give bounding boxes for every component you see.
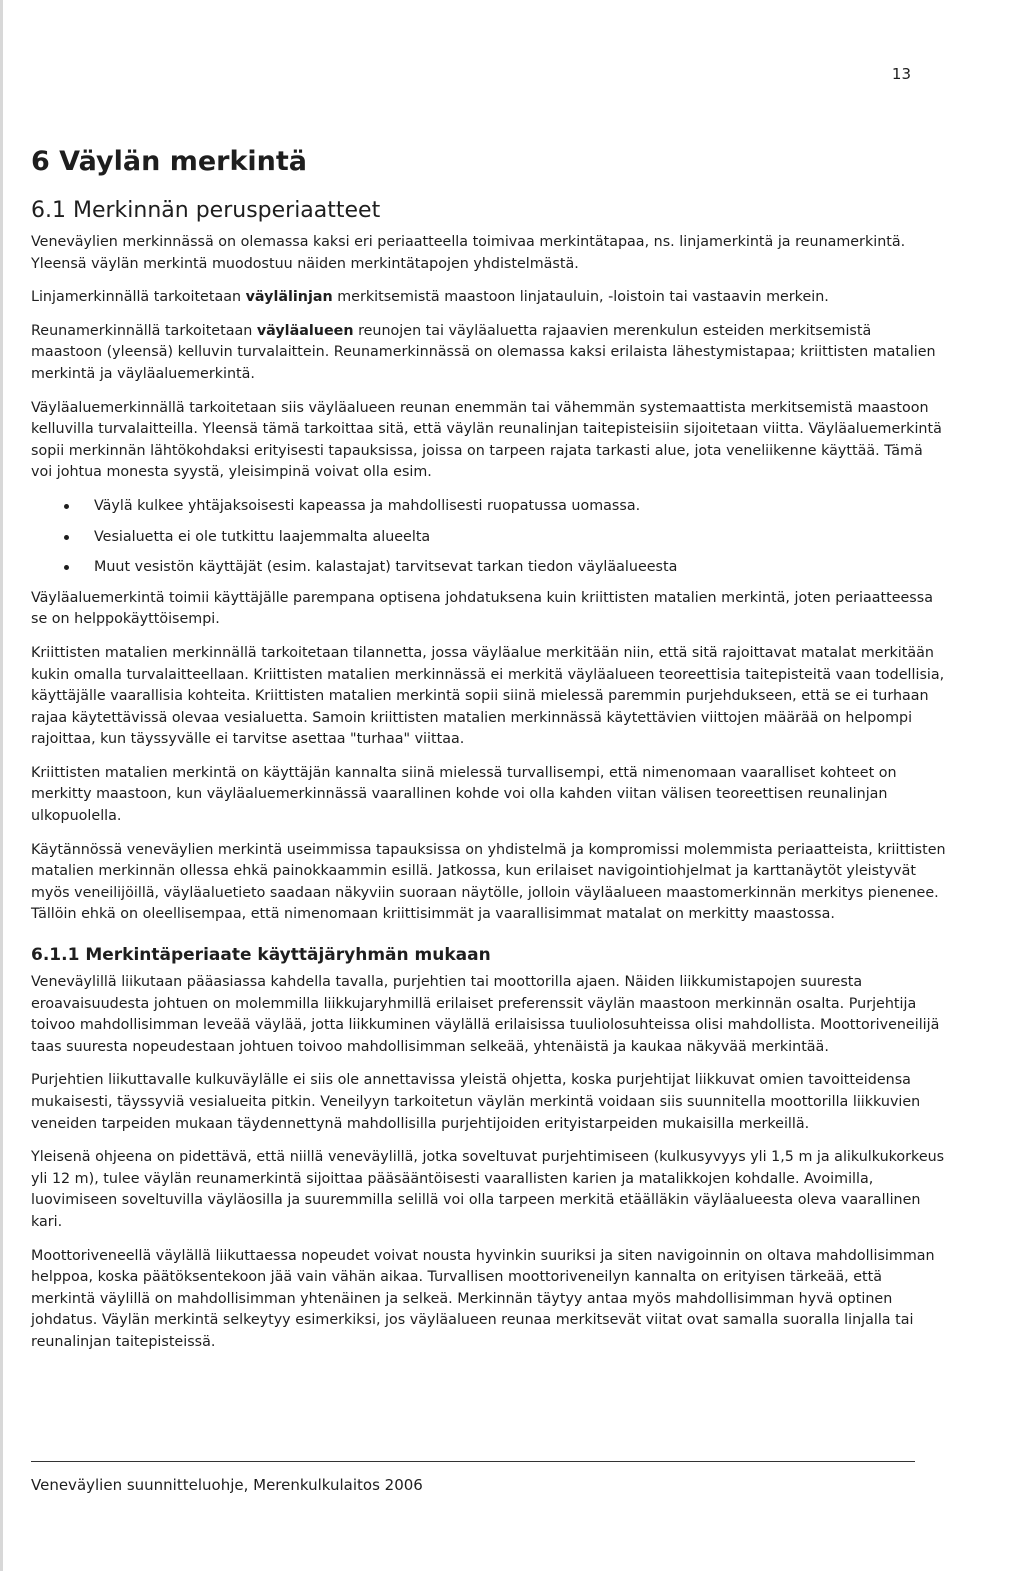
subsection-title: 6.1.1 Merkintäperiaate käyttäjäryhmän mukaan <box>31 945 491 966</box>
paragraph-text: Reunamerkinnällä tarkoitetaan <box>31 322 257 339</box>
list-item-text: Väylä kulkee yhtäjaksoisesti kapeassa ja mahdollisesti ruopatussa uomassa. <box>94 497 641 514</box>
bullet-list <box>31 496 946 579</box>
paragraph: Moottoriveneellä väylällä liikuttaessa nopeudet voivat nousta hyvinkin suuriksi ja siten navigoinnin on oltava mahdollisimman helppoa, koska päätöksentekoon jää vain vähän aikaa. Turvallisen moottoriveneilyn kannalta on erityisen tärkeää, että merkintä väylillä on mahdollisimman yhtenäinen ja selkeä. Merkinnän täytyy antaa myös mahdollisimman hyvä optinen johdatus. Väylän merkintä selkeytyy esimerkiksi, jos väyläalueen reunaa merkitsevät viitat ovat samalla suoralla linjalla tai reunalinjan taitepisteissä. <box>31 1247 935 1350</box>
bold-term: väyläalueen <box>256 322 354 339</box>
section-title: 6.1 Merkinnän perusperiaatteet <box>31 198 381 223</box>
bullet-icon <box>64 535 69 540</box>
bullet-icon <box>64 504 69 509</box>
paragraph: Veneväylillä liikutaan pääasiassa kahdella tavalla, purjehtien tai moottorilla ajaen. Näiden liikkumistapojen suuresta eroavaisuudesta johtuen on molemmilla liikkujaryhmillä erilaiset preferenssit väylän maastoon merkinnän osalta. Purjehtija toivoo mahdollisimman leveää väylää, jotta liikkuminen väylällä erilaisissa tuuliolosuhteissa olisi mahdollista. Moottoriveneilijä taas suuresta nopeudestaan johtuen toivoo mahdollisimman selkeää, yhtenäistä ja kaukaa näkyvää merkintää. <box>31 974 940 1055</box>
paragraph-group-b <box>31 588 946 926</box>
list-item <box>31 557 946 579</box>
paragraph: Käytännössä veneväylien merkintä useimmissa tapauksissa on yhdistelmä ja kompromissi molemmista periaatteista, kriittisten matalien merkinnän ollessa ehkä painokkaammin esillä. Jatkossa, kun erilaiset navigointiohjelmat ja karttanäytöt yleistyvät myös veneilijöillä, väyläaluetieto saadaan näkyviin suoraan näytölle, jolloin väyläalueen maastomerkinnän merkitys pienenee. Tällöin ehkä on oleellisempaa, että nimenomaan kriittisimmät ja vaarallisimmat matalat on merkitty maastossa. <box>31 841 946 923</box>
chapter-title: 6 Väylän merkintä <box>31 146 308 177</box>
paragraph: Kriittisten matalien merkintä on käyttäjän kannalta siinä mielessä turvallisempi, että nimenomaan vaaralliset kohteet on merkitty maastoon, kun väyläaluemerkinnässä vaarallinen kohde voi olla kahden viitan välisen teoreettisen reunalinjan ulkopuolella. <box>31 764 897 825</box>
paragraph <box>31 398 946 484</box>
paragraph-group-c <box>31 972 946 1354</box>
paragraph-group-a <box>31 232 946 484</box>
bold-term: väylälinjan <box>245 289 333 306</box>
footer-text: Veneväylien suunnitteluohje, Merenkulkulaitos 2006 <box>31 1476 423 1494</box>
paragraph: Purjehtien liikuttavalle kulkuväylälle ei siis ole annettavissa yleistä ohjetta, koska purjehtijat liikkuvat omien tavoitteidensa mukaisesti, täyssyviä vesialueita pitkin. Veneilyyn tarkoitetun väylän merkintä voidaan siis suunnitella moottorilla liikkuvien veneiden tarpeiden mukaan täydennettynä mahdollisilla purjehtijoiden erityistarpeiden mukaisilla merkeillä. <box>31 1072 921 1132</box>
paragraph: Kriittisten matalien merkinnällä tarkoitetaan tilannetta, jossa väyläalue merkitään niin, että sitä rajoittavat matalat merkitään kukin omalla turvalaitteellaan. Kriittisten matalien merkinnässä ei merkitä väyläalueen teoreettisia taitepisteitä vaan todellisia, käyttäjälle vaarallisia kohteita. Kriittisten matalien merkintä sopii siinä mielessä paremmin purjehdukseen, että se ei turhaan rajaa käytettävissä olevaa vesialuetta. Samoin kriittisten matalien merkinnässä käytettävien viittojen määrää on helpompi rajoittaa, kun täyssyvälle ei tarvitse asettaa "turhaa" viittaa. <box>31 644 945 748</box>
list-item-text: Muut vesistön käyttäjät (esim. kalastajat) tarvitsevat tarkan tiedon väyläalueesta <box>94 559 678 576</box>
paragraph-text: Linjamerkinnällä tarkoitetaan <box>31 289 246 306</box>
page-number: 13 <box>891 65 911 83</box>
bullet-icon <box>64 565 69 570</box>
paragraph: Yleisenä ohjeena on pidettävä, että niillä veneväylillä, jotka soveltuvat purjehtimiseen (kulkusyvyys yli 1,5 m ja alikulkukorkeus yli 12 m), tulee väylän reunamerkintä sijoittaa pääsääntöisesti vaarallisten karien ja matalikkojen kohdalle. Avoimilla, luovimiseen soveltuvilla väyläosilla ja suuremmilla selillä voi olla tarpeen merkitä etäälläkin väyläalueesta oleva vaarallinen kari. <box>31 1149 945 1230</box>
scan-edge-shadow <box>0 0 3 1571</box>
paragraph <box>31 287 946 309</box>
paragraph <box>31 232 946 275</box>
list-item <box>31 527 946 549</box>
footer-divider <box>31 1461 915 1462</box>
list-item-text: Vesialuetta ei ole tutkittu laajemmalta alueelta <box>94 528 431 545</box>
paragraph-text: merkitsemistä maastoon linjatauluin, -loistoin tai vastaavin merkein. <box>332 289 829 306</box>
list-item <box>31 496 946 518</box>
page-content <box>31 145 946 1366</box>
paragraph <box>31 321 946 386</box>
paragraph-text: Väyläaluemerkinnällä tarkoitetaan siis väyläalueen reunan enemmän tai vähemmän systemaattista merkitsemistä maastoon kelluvilla turvalaitteilla. Yleensä tämä tarkoittaa sitä, että väylän reunalinjan taitepisteisiin sijoitetaan viitta. Väyläaluemerkintä sopii merkinnän lähtökohdaksi erityisesti tapauksissa, joissa on tarpeen rajata tarkasti alue, jota veneliikenne käyttää. Tämä voi johtua monesta syystä, yleisimpinä voivat olla esim. <box>31 399 942 481</box>
paragraph: Väyläaluemerkintä toimii käyttäjälle parempana optisena johdatuksena kuin kriittisten matalien merkintä, joten periaatteessa se on helppokäyttöisempi. <box>31 589 933 628</box>
paragraph-text: Veneväylien merkinnässä on olemassa kaksi eri periaatteella toimivaa merkintätapaa, ns. linjamerkintä ja reunamerkintä. Yleensä väylän merkintä muodostuu näiden merkintätapojen yhdistelmästä. <box>31 234 906 272</box>
paragraph-text: reunojen tai väyläaluetta rajaavien merenkulun esteiden merkitsemistä maastoon (yleensä) kelluvin turvalaittein. Reunamerkinnässä on olemassa kaksi erilaista lähestymistapaa; kriittisten matalien merkintä ja väyläaluemerkintä. <box>31 322 936 382</box>
